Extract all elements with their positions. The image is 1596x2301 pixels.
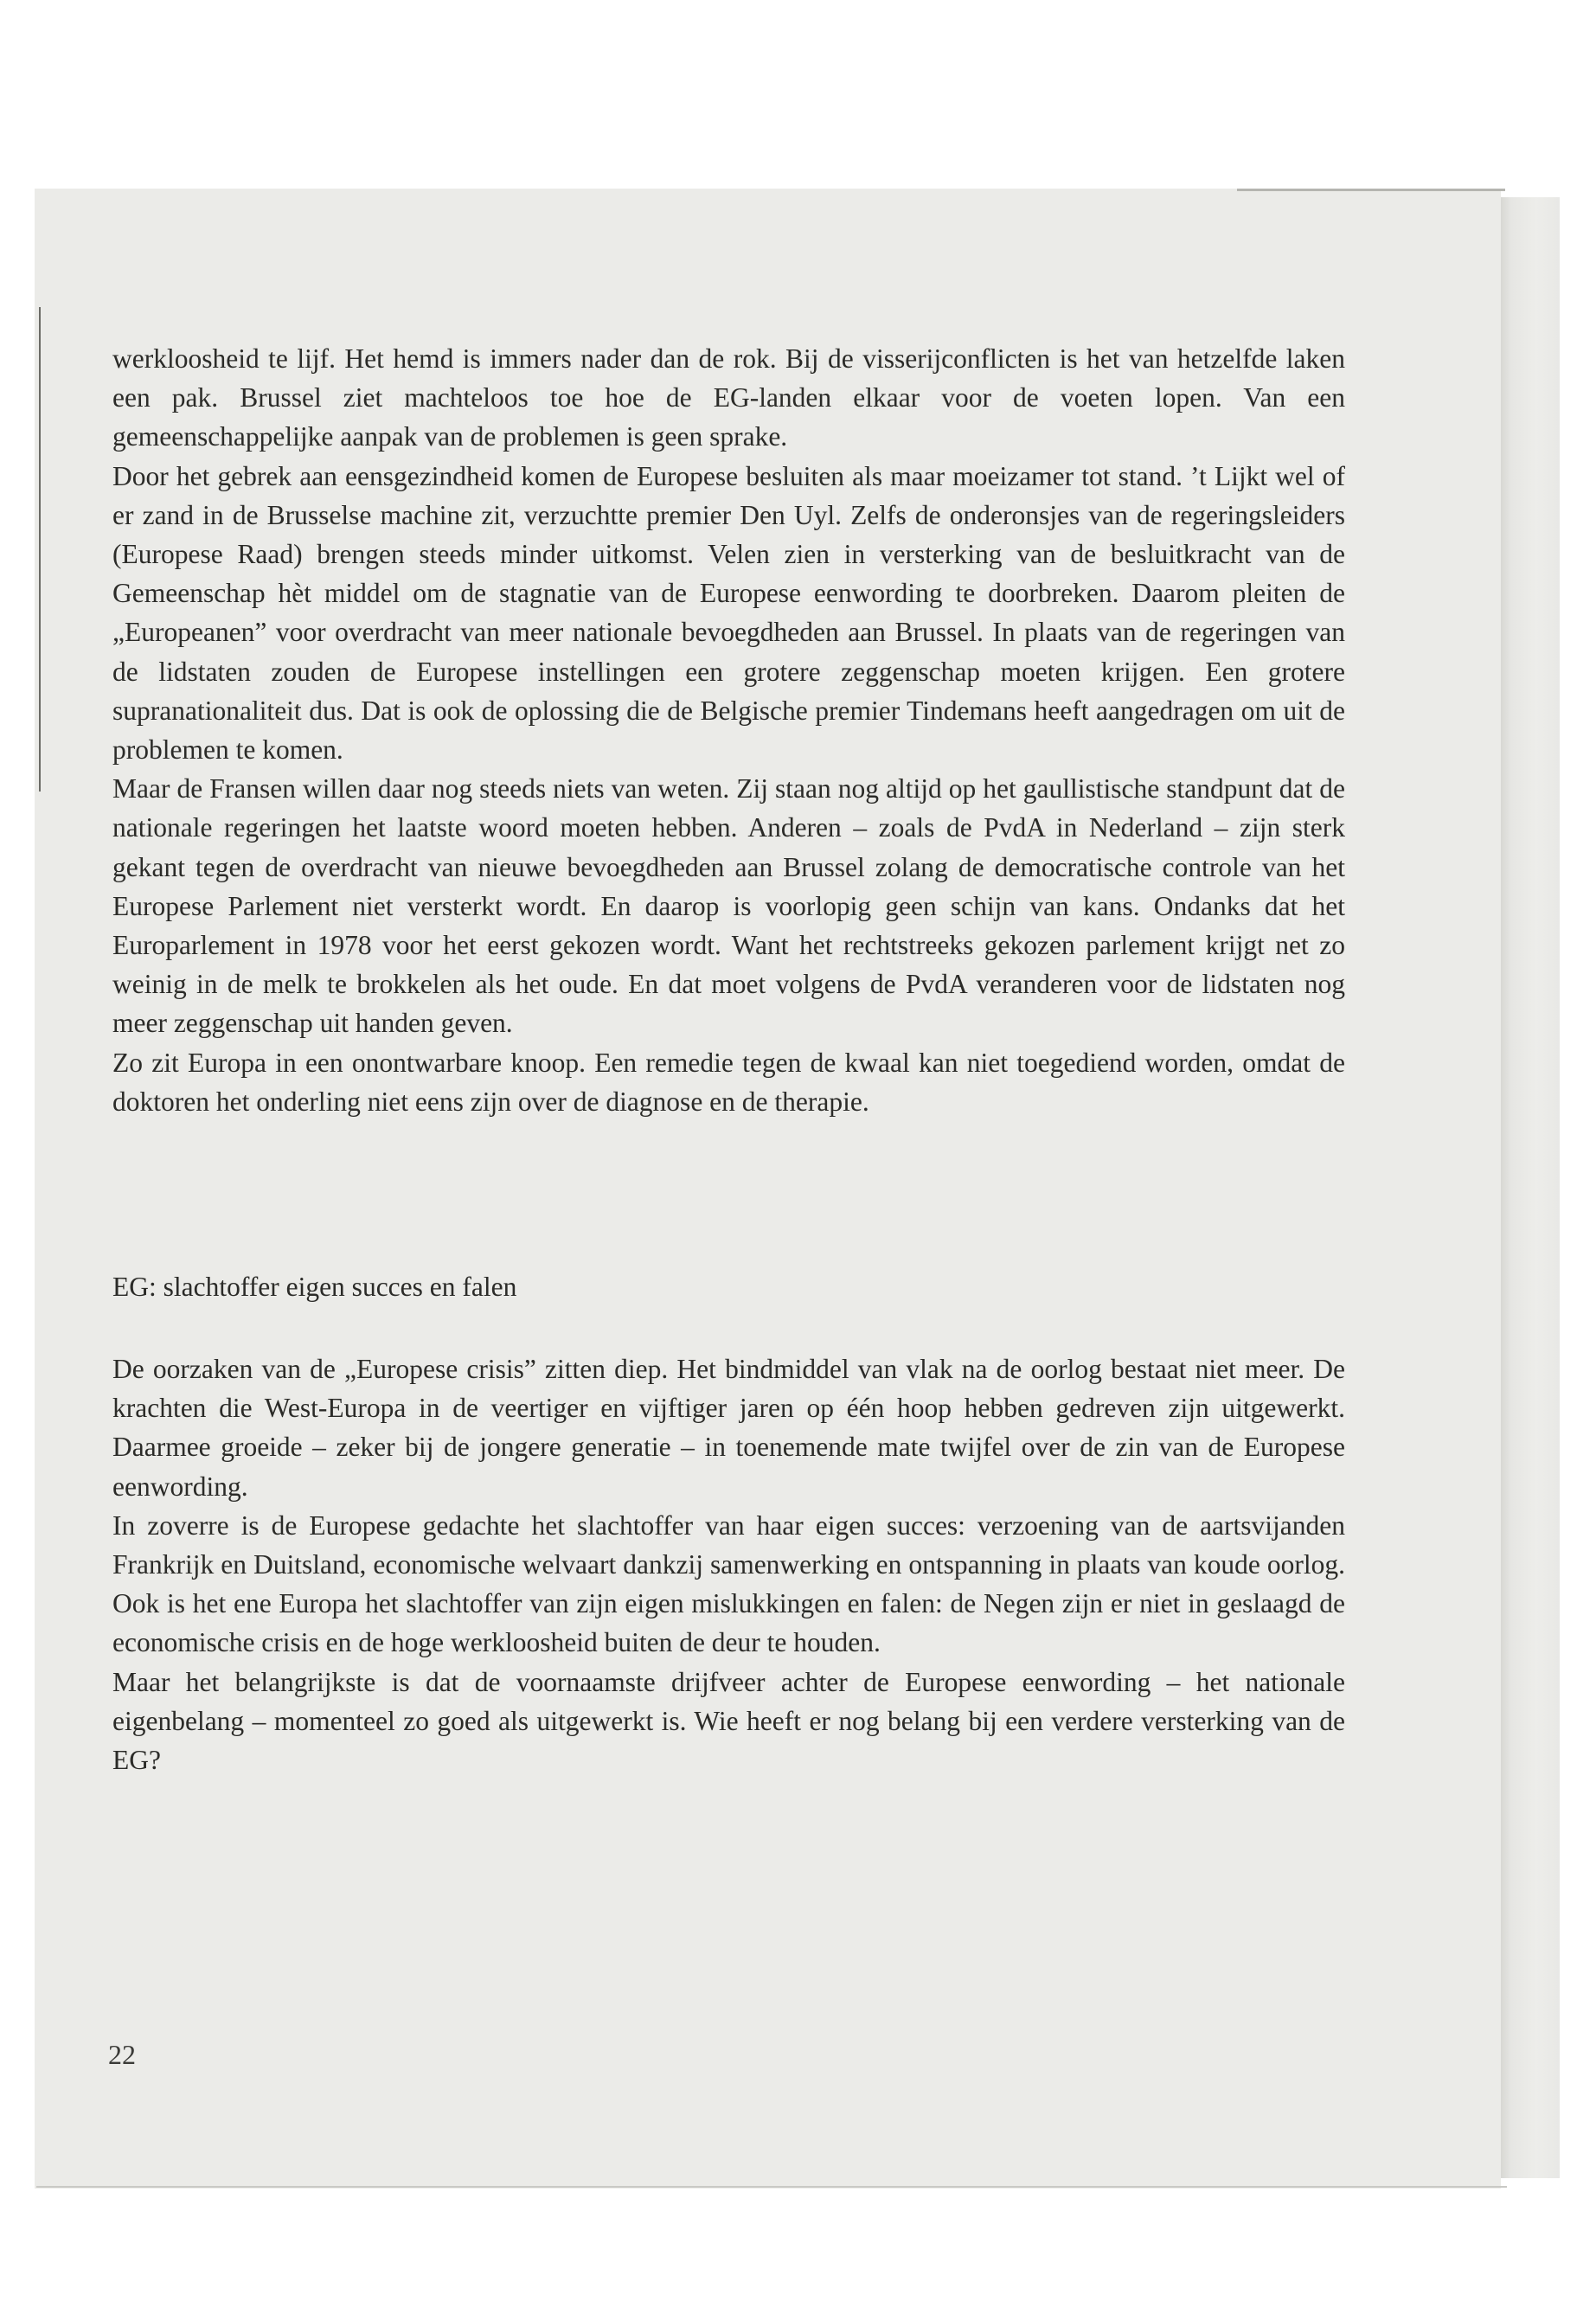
bottom-rule <box>36 2186 1507 2188</box>
paragraph: Zo zit Europa in een onontwarbare knoop. Een remedie tegen de kwaal kan niet toegediend worden, omdat de doktoren het onderling niet eens zijn over de diagnose en de therapie. <box>112 1047 1345 1117</box>
top-rule <box>1237 189 1505 191</box>
paragraph: Maar de Fransen willen daar nog steeds niets van weten. Zij staan nog altijd op het gaullistische standpunt dat de nationale regeringen het laatste woord moeten hebben. Anderen – zoals de PvdA in Nederland – zijn sterk gekant tegen de overdracht van nieuwe bevoegdheden aan Brussel zolang de democratische controle van het Europese Parlement niet versterkt wordt. En daarop is voorlopig geen schijn van kans. Ondanks dat het Europarlement in 1978 voor het eerst gekozen wordt. Want het rechtstreeks gekozen parlement krijgt net zo weinig in de melk te brokkelen als het oude. En dat moet volgens de PvdA veranderen voor de lidstaten nog meer zeggenschap uit handen geven. <box>112 773 1345 1039</box>
section-heading: EG: slachtoffer eigen succes en falen <box>112 1272 517 1302</box>
page-number: 22 <box>108 2039 136 2070</box>
paragraph: Door het gebrek aan eensgezindheid komen de Europese besluiten als maar moeizamer tot stand. ’t Lijkt wel of er zand in de Brusselse machine zit, verzuchtte premier Den Uyl. Zelfs de onderonsjes van de regeringsleiders (Europese Raad) brengen steeds minder uitkomst. Velen zien in versterking van de besluitkracht van de Gemeenschap hèt middel om de stagnatie van de Europese eenwording te doorbreken. Daarom pleiten de „Europeanen” voor overdracht van meer nationale bevoegdheden aan Brussel. In plaats van de regeringen van de lidstaten zouden de Europese instellingen een grotere zeggenschap moeten krijgen. Een grotere supranationaliteit dus. Dat is ook de oplossing die de Belgische premier Tindemans heeft aangedragen om uit de problemen te komen. <box>112 460 1345 766</box>
page-edge <box>1501 197 1560 2178</box>
paragraph: De oorzaken van de „Europese crisis” zitten diep. Het bindmiddel van vlak na de oorlog bestaat niet meer. De krachten die West-Europa in de veertiger en vijftiger jaren op één hoop hebben gedreven zijn uitgewerkt. Daarmee groeide – zeker bij de jongere generatie – in toenemende mate twijfel over de zin van de Europese eenwording. <box>112 1354 1345 1502</box>
paragraph: In zoverre is de Europese gedachte het slachtoffer van haar eigen succes: verzoening van de aartsvijanden Frankrijk en Duitsland, economische welvaart dankzij samenwerking en ontspanning in plaats van koude oorlog. Ook is het ene Europa het slachtoffer van zijn eigen mislukkingen en falen: de Negen zijn er niet in geslaagd de economische crisis en de hoge werkloosheid buiten de deur te houden. <box>112 1509 1345 1658</box>
margin-mark <box>39 307 41 792</box>
paragraph: werkloosheid te lijf. Het hemd is immers nader dan de rok. Bij de visserijconflicten is het van hetzelfde laken een pak. Brussel ziet machteloos toe hoe de EG-landen elkaar voor de voeten lopen. Van een gemeenschappelijke aanpak van de problemen is geen sprake. <box>112 343 1345 452</box>
paragraph: Maar het belangrijkste is dat de voornaamste drijfveer achter de Europese eenwording – het nationale eigenbelang – momenteel zo goed als uitgewerkt is. Wie heeft er nog belang bij een verdere versterking van de EG? <box>112 1666 1345 1776</box>
body-text-section-2 <box>112 1349 1345 1779</box>
body-text-section-1 <box>112 339 1345 1121</box>
